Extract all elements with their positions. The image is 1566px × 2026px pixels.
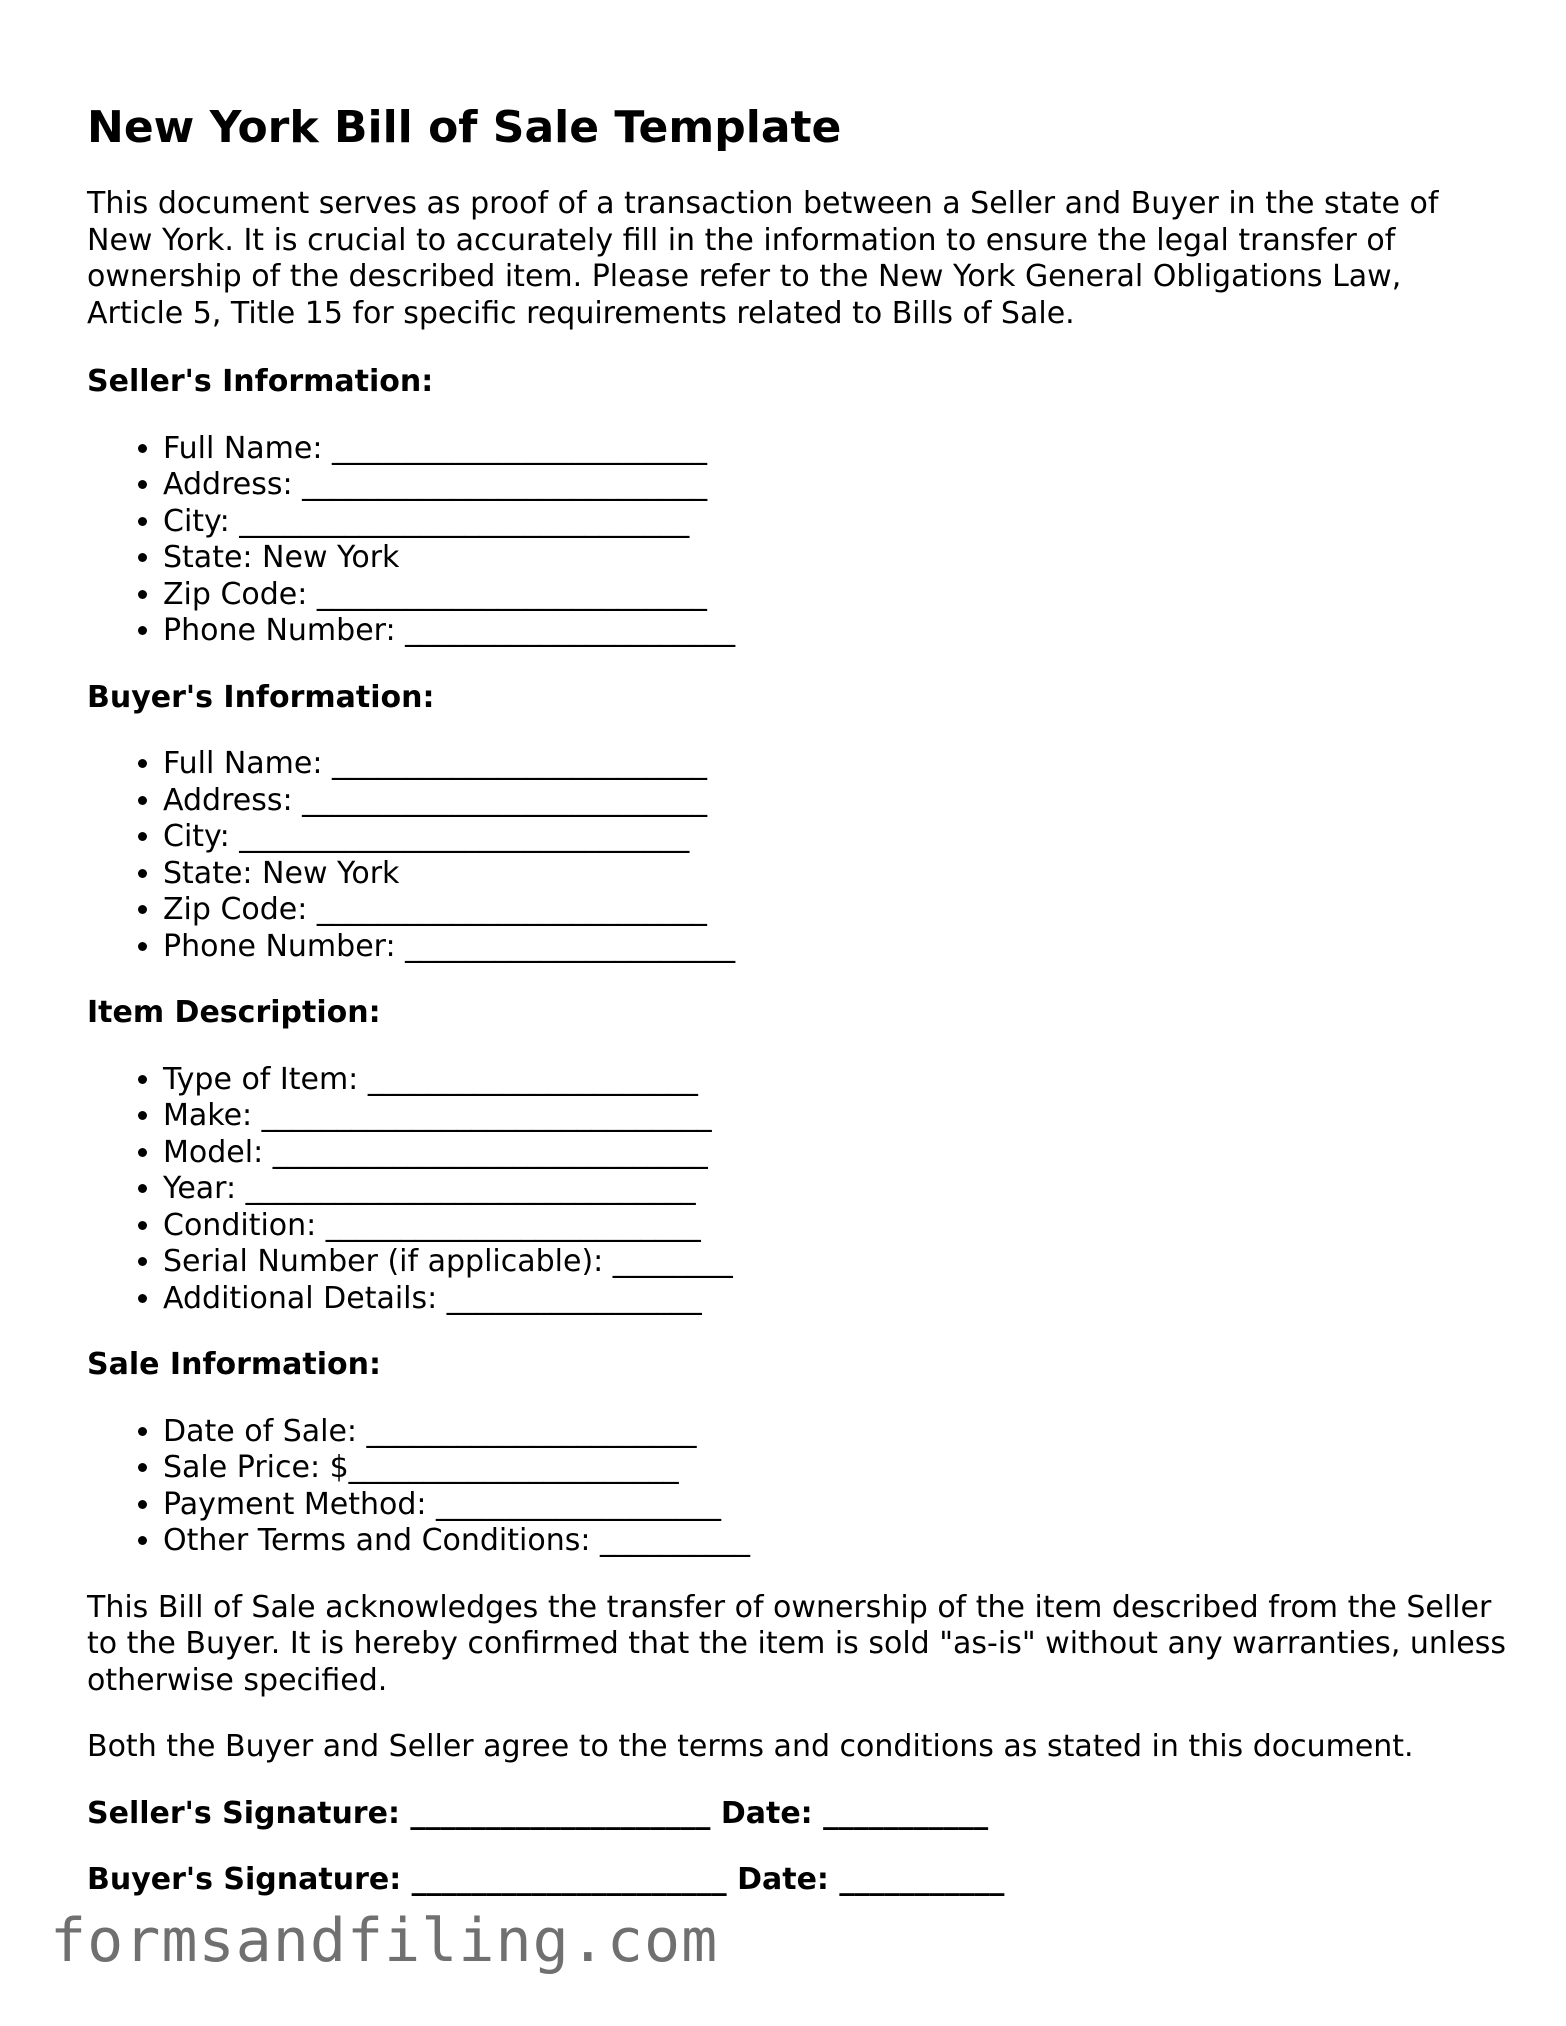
item-serial-field: • Serial Number (if applicable): ________ bbox=[163, 1244, 1507, 1281]
buyer-state-field: • State: New York bbox=[163, 856, 1507, 893]
item-description-list bbox=[87, 1062, 1507, 1318]
seller-phone-field: • Phone Number: ______________________ bbox=[163, 613, 1507, 650]
item-details-field: • Additional Details: _________________ bbox=[163, 1281, 1507, 1318]
document-page bbox=[87, 100, 1507, 1929]
page-title: New York Bill of Sale Template bbox=[87, 102, 842, 153]
item-condition-field: • Condition: _________________________ bbox=[163, 1208, 1507, 1245]
buyer-full-name-field: • Full Name: _________________________ bbox=[163, 746, 1507, 783]
item-type-field: • Type of Item: ______________________ bbox=[163, 1062, 1507, 1099]
agreement-paragraph: Both the Buyer and Seller agree to the terms and conditions as stated in this document. bbox=[87, 1729, 1414, 1764]
intro-paragraph: This document serves as proof of a transaction between a Seller and Buyer in the state of New York. It is crucial to accurately fill in the information to ensure the legal transfer of ownership of the described item. Please refer to the New York General Obligations Law, Article 5, Title 15 for specific requirements related to Bills of Sale. bbox=[87, 186, 1439, 331]
item-model-field: • Model: _____________________________ bbox=[163, 1135, 1507, 1172]
sale-price-field: • Sale Price: $______________________ bbox=[163, 1450, 1507, 1487]
buyer-signature-line: Buyer's Signature: _____________________ Date: ___________ bbox=[87, 1862, 1005, 1897]
other-terms-field: • Other Terms and Conditions: __________ bbox=[163, 1523, 1507, 1560]
item-make-field: • Make: ______________________________ bbox=[163, 1098, 1507, 1135]
item-year-field: • Year: ______________________________ bbox=[163, 1171, 1507, 1208]
sale-info-heading: Sale Information: bbox=[87, 1347, 381, 1382]
buyer-city-field: • City: ______________________________ bbox=[163, 819, 1507, 856]
seller-zip-field: • Zip Code: __________________________ bbox=[163, 577, 1507, 614]
buyer-info-list bbox=[87, 746, 1507, 965]
seller-info-heading: Seller's Information: bbox=[87, 364, 434, 399]
acknowledgement-paragraph: This Bill of Sale acknowledges the transfer of ownership of the item described from the Seller to the Buyer. It is hereby confirmed that the item is sold "as-is" without any warranties, unless otherwise specified. bbox=[87, 1589, 1506, 1698]
seller-signature-line: Seller's Signature: ____________________ Date: ___________ bbox=[87, 1795, 989, 1831]
buyer-phone-field: • Phone Number: ______________________ bbox=[163, 929, 1507, 966]
buyer-info-heading: Buyer's Information: bbox=[87, 679, 435, 715]
seller-info-list bbox=[87, 431, 1507, 650]
seller-state-field: • State: New York bbox=[163, 540, 1507, 577]
watermark-logo: formsandfiling.com bbox=[50, 1906, 719, 1976]
sale-info-list bbox=[87, 1414, 1507, 1560]
seller-full-name-field: • Full Name: _________________________ bbox=[163, 431, 1507, 468]
seller-address-field: • Address: ___________________________ bbox=[163, 467, 1507, 504]
payment-method-field: • Payment Method: ___________________ bbox=[163, 1487, 1507, 1524]
seller-city-field: • City: ______________________________ bbox=[163, 504, 1507, 541]
buyer-address-field: • Address: ___________________________ bbox=[163, 783, 1507, 820]
buyer-zip-field: • Zip Code: __________________________ bbox=[163, 892, 1507, 929]
sale-date-field: • Date of Sale: ______________________ bbox=[163, 1414, 1507, 1451]
item-description-heading: Item Description: bbox=[87, 995, 381, 1030]
